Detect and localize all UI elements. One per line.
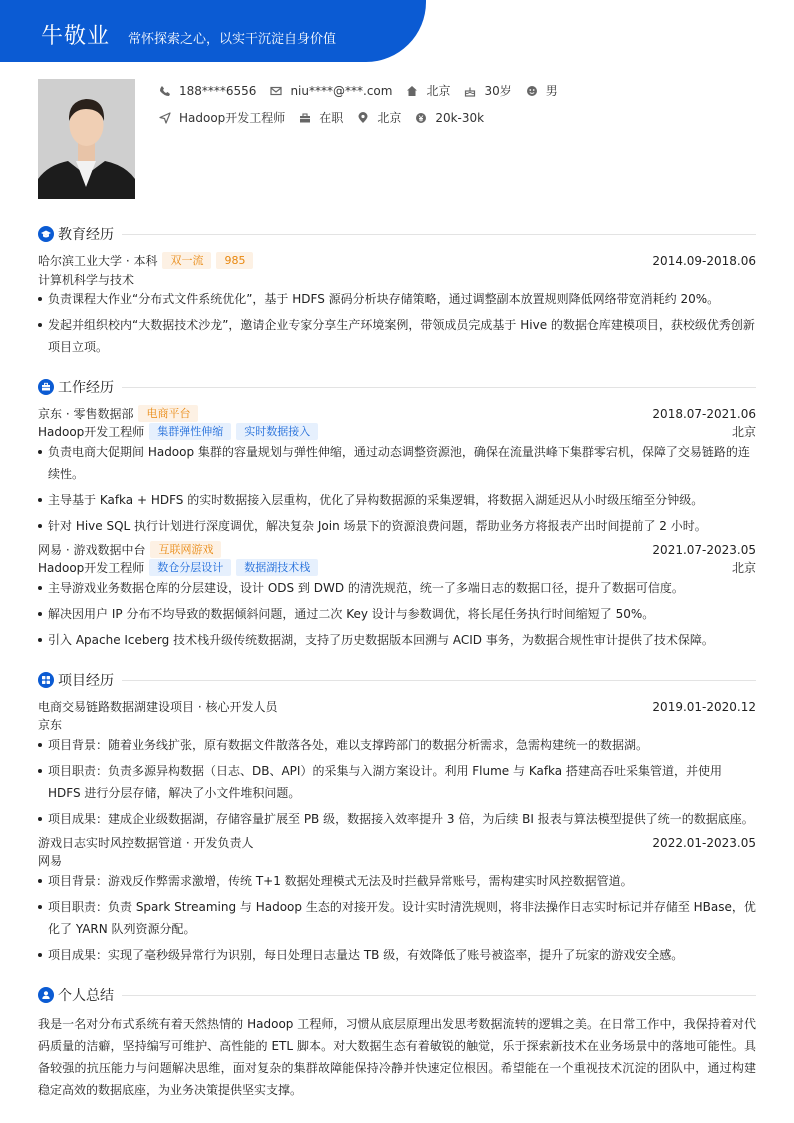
gender-text: 男	[545, 84, 558, 98]
gender-icon	[526, 85, 538, 97]
money-icon	[415, 112, 427, 124]
contact-gender	[526, 82, 558, 99]
status-text: 在职	[319, 111, 344, 125]
section-divider	[122, 234, 756, 235]
section-divider	[122, 680, 756, 681]
work-role: Hadoop开发工程师	[38, 425, 145, 439]
project-period: 2022.01-2023.05	[652, 835, 756, 850]
mail-icon	[270, 85, 282, 97]
section-education	[38, 224, 756, 244]
list-item: 项目职责：负责多源异构数据（日志、DB、API）的采集与入湖方案设计。利用 Flume 与 Kafka 搭建高吞吐采集管道，并使用 HDFS 进行分层存储，解决了小文件堆积问题。	[38, 760, 756, 804]
list-item: 负责电商大促期间 Hadoop 集群的容量规划与弹性伸缩，通过动态调整资源池，确保在流量洪峰下集群零宕机，保障了交易链路的连续性。	[38, 441, 756, 485]
summary-text: 我是一名对分布式系统有着天然热情的 Hadoop 工程师，习惯从底层原理出发思考数据流转的逻辑之美。在日常工作中，我保持着对代码质量的洁癖，坚持编写可维护、高性能的 ETL 脚本。对大数据生态有着敏锐的触觉，乐于探索新技术在业务场景中的落地可能性。具备较强的抗压能力与问题解决思维，面对复杂的集群故障能保持冷静并快速定位根因。希望能在一个重视技术沉淀的团队中，通过构建稳定高效的数据底座，为业务决策提供坚实支撑。	[38, 1017, 756, 1097]
list-item: 项目背景：游戏反作弊需求激增，传统 T+1 数据处理模式无法及时拦截异常账号，需构建实时风控数据管道。	[38, 870, 756, 892]
work-period: 2021.07-2023.05	[652, 542, 756, 557]
home-icon	[406, 85, 418, 97]
education-header	[38, 252, 756, 269]
project-title: 电商交易链路数据湖建设项目 · 核心开发人员	[38, 700, 278, 714]
profile-photo-image	[38, 79, 135, 199]
education-major-row	[38, 271, 756, 288]
briefcase-icon	[299, 112, 311, 124]
project-title-row	[38, 698, 756, 715]
graduation-cap-icon	[38, 226, 54, 242]
list-item: 负责课程大作业“分布式文件系统优化”，基于 HDFS 源码分析块存储策略，通过调整副本放置规则降低网络带宽消耗约 20%。	[38, 288, 756, 310]
list-item: 发起并组织校内“大数据技术沙龙”，邀请企业专家分享生产环境案例，带领成员完成基于 Hive 的数据仓库建模项目，获校级优秀创新项目立项。	[38, 314, 756, 358]
work-role-tag: 数据湖技术栈	[236, 559, 318, 576]
city-text: 北京	[377, 111, 402, 125]
position-text: Hadoop开发工程师	[179, 111, 286, 125]
age-text: 30岁	[484, 84, 512, 98]
work-role-tag: 集群弹性伸缩	[149, 423, 231, 440]
list-item: 解决因用户 IP 分布不均导致的数据倾斜问题，通过二次 Key 设计与参数调优，将长尾任务执行时间缩短了 50%。	[38, 603, 756, 625]
project-org: 网易	[38, 854, 63, 868]
candidate-motto: 常怀探索之心，以实干沉淀自身价值	[128, 32, 337, 47]
location-text: 北京	[426, 84, 451, 98]
list-item: 针对 Hive SQL 执行计划进行深度调优，解决复杂 Join 场景下的资源浪费问题，帮助业务方将报表产出时间提前了 2 小时。	[38, 515, 756, 537]
contact-email	[270, 84, 392, 98]
education-tag: 双一流	[162, 252, 211, 269]
section-summary	[38, 985, 756, 1005]
send-icon	[159, 112, 171, 124]
work-role: Hadoop开发工程师	[38, 561, 145, 575]
list-item: 主导基于 Kafka + HDFS 的实时数据接入层重构，优化了异构数据源的采集逻辑，将数据入湖延迟从小时级压缩至分钟级。	[38, 489, 756, 511]
section-divider	[122, 387, 756, 388]
grid-icon	[38, 672, 54, 688]
phone-text: 188****6556	[179, 83, 257, 98]
list-item: 引入 Apache Iceberg 技术栈升级传统数据湖，支持了历史数据版本回溯与 ACID 事务，为数据合规性审计提供了技术保障。	[38, 629, 756, 651]
intent-salary	[415, 111, 484, 125]
intent-status	[299, 109, 343, 126]
work-role-row	[38, 423, 756, 440]
work-company-tag: 互联网游戏	[150, 541, 221, 558]
work-period: 2018.07-2021.06	[652, 406, 756, 421]
section-divider	[122, 995, 756, 996]
work-company: 京东 · 零售数据部	[38, 407, 134, 421]
project-period: 2019.01-2020.12	[652, 699, 756, 714]
school-name: 哈尔滨工业大学 · 本科	[38, 254, 158, 268]
intent-position	[159, 109, 285, 126]
location-pin-icon	[357, 112, 369, 124]
work-city: 北京	[731, 425, 756, 439]
work-company-row	[38, 541, 756, 558]
project-org-row	[38, 852, 756, 869]
work-role-tag: 实时数据接入	[236, 423, 318, 440]
work-role-tag: 数仓分层设计	[149, 559, 231, 576]
education-period: 2014.09-2018.06	[652, 253, 756, 268]
education-major: 计算机科学与技术	[38, 273, 135, 287]
section-title: 工作经历	[58, 380, 114, 396]
intent-row	[159, 109, 498, 126]
section-title: 教育经历	[58, 227, 114, 243]
user-icon	[38, 987, 54, 1003]
work-city: 北京	[731, 561, 756, 575]
profile-photo	[38, 79, 135, 199]
education-tag: 985	[216, 252, 253, 269]
contact-age	[464, 82, 511, 99]
cake-icon	[464, 85, 476, 97]
work-role-row	[38, 559, 756, 576]
phone-icon	[159, 85, 171, 97]
email-text: niu****@***.com	[290, 83, 393, 98]
salary-text: 20k-30k	[435, 110, 485, 125]
intent-city	[357, 109, 401, 126]
work-bag-icon	[38, 379, 54, 395]
contact-row	[159, 82, 572, 99]
list-item: 主导游戏业务数据仓库的分层建设，设计 ODS 到 DWD 的清洗规范，统一了多端日志的数据口径，提升了数据可信度。	[38, 577, 756, 599]
list-item: 项目背景：随着业务线扩张，原有数据文件散落各处，难以支撑跨部门的数据分析需求，急需构建统一的数据湖。	[38, 734, 756, 756]
work-company-row	[38, 405, 756, 422]
section-title: 个人总结	[58, 988, 114, 1004]
project-org-row	[38, 716, 756, 733]
list-item: 项目职责：负责 Spark Streaming 与 Hadoop 生态的对接开发。设计实时清洗规则，将非法操作日志实时标记并存储至 HBase，优化了 YARN 队列资源分配。	[38, 896, 756, 940]
project-title: 游戏日志实时风控数据管道 · 开发负责人	[38, 836, 254, 850]
section-work	[38, 377, 756, 397]
candidate-name: 牛敬业	[41, 24, 111, 49]
contact-location	[406, 82, 450, 99]
work-company-tag: 电商平台	[138, 405, 198, 422]
list-item: 项目成果：建成企业级数据湖，存储容量扩展至 PB 级，数据接入效率提升 3 倍，为后续 BI 报表与算法模型提供了统一的数据底座。	[38, 808, 756, 830]
header-banner	[0, 0, 426, 62]
list-item: 项目成果：实现了毫秒级异常行为识别，每日处理日志量达 TB 级，有效降低了账号被盗率，提升了玩家的游戏安全感。	[38, 944, 756, 966]
project-org: 京东	[38, 718, 63, 732]
contact-phone	[159, 84, 256, 98]
section-projects	[38, 670, 756, 690]
section-title: 项目经历	[58, 673, 114, 689]
work-company: 网易 · 游戏数据中台	[38, 543, 146, 557]
project-title-row	[38, 834, 756, 851]
